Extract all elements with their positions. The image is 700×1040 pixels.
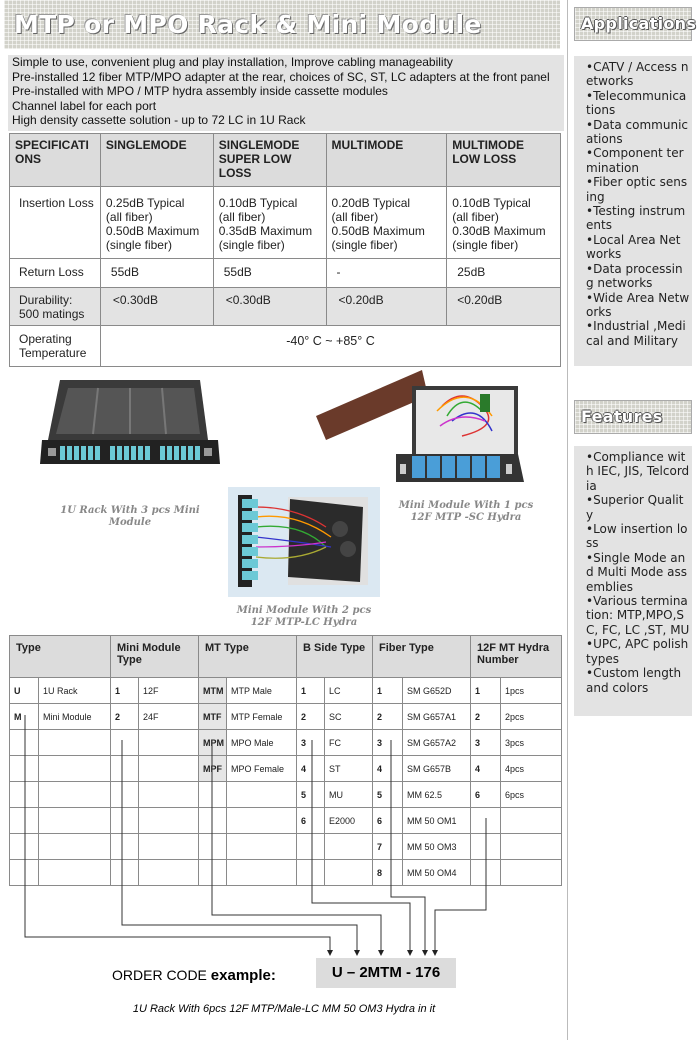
order-code-cell: 6 bbox=[297, 808, 325, 834]
spec-row-label: Operating Temperature bbox=[10, 326, 101, 367]
spec-line: 0.30dB Maximum bbox=[452, 224, 546, 238]
order-code-cell: 2 bbox=[373, 704, 403, 730]
order-desc-cell: 2pcs bbox=[501, 704, 562, 730]
order-desc-cell: 12F bbox=[139, 678, 199, 704]
applications-list bbox=[574, 56, 692, 366]
feature-item: •Custom length and colors bbox=[586, 666, 682, 695]
order-code-cell: 3 bbox=[297, 730, 325, 756]
order-desc-cell: LC bbox=[325, 678, 373, 704]
spec-line: 0.10dB Typical bbox=[452, 196, 531, 210]
spec-row-label: Durability: 500 matings bbox=[10, 288, 101, 326]
spec-row-label: Return Loss bbox=[10, 259, 101, 288]
spec-cell: <0.30dB bbox=[213, 288, 326, 326]
order-desc-cell: MU bbox=[325, 782, 373, 808]
application-item: •Component termination bbox=[586, 146, 684, 175]
sidebar bbox=[568, 0, 700, 1040]
order-code-cell: MPF bbox=[199, 756, 227, 782]
spec-line: (single fiber) bbox=[331, 238, 398, 252]
order-code-cell: M bbox=[10, 704, 39, 730]
application-item: •Telecommunications bbox=[586, 88, 687, 118]
order-code-cell: 2 bbox=[297, 704, 325, 730]
order-desc-cell: 6pcs bbox=[501, 782, 562, 808]
spec-line: (single fiber) bbox=[105, 238, 172, 252]
order-code-cell: 5 bbox=[297, 782, 325, 808]
order-desc-cell: MM 50 OM4 bbox=[403, 860, 471, 886]
caption-rack: 1U Rack With 3 pcs Mini Module bbox=[60, 505, 200, 528]
order-code-cell: 1 bbox=[111, 678, 139, 704]
application-item: •Industrial ,Medical and Military bbox=[586, 319, 686, 348]
order-code-note: 1U Rack With 6pcs 12F MTP/Male-LC MM 50 OM3 Hydra in it bbox=[132, 1003, 436, 1015]
features-list bbox=[574, 446, 692, 716]
application-item: •Testing instruments bbox=[586, 204, 686, 233]
feature-item: •Superior Quality bbox=[586, 493, 684, 522]
order-desc-cell: MTP Male bbox=[227, 678, 297, 704]
spec-line: (single fiber) bbox=[452, 238, 519, 252]
spec-cell: 25dB bbox=[447, 259, 561, 288]
spec-header: SINGLEMODE SUPER LOW LOSS bbox=[213, 134, 326, 187]
order-code-cell: 3 bbox=[471, 730, 501, 756]
order-desc-cell: E2000 bbox=[325, 808, 373, 834]
features-heading bbox=[574, 400, 692, 434]
order-code-label bbox=[112, 967, 276, 984]
order-code-cell: MPM bbox=[199, 730, 227, 756]
order-desc-cell: FC bbox=[325, 730, 373, 756]
feature-item: •Various termination: MTP,MPO,SC, FC, LC ,ST, MU bbox=[586, 594, 690, 637]
spec-line: (all fiber) bbox=[218, 210, 266, 224]
order-desc-cell: 3pcs bbox=[501, 730, 562, 756]
order-desc-cell: 1pcs bbox=[501, 678, 562, 704]
features-title: Features bbox=[581, 407, 663, 426]
order-header: 12F MT Hydra Number bbox=[471, 636, 562, 678]
order-code-label-suffix: example: bbox=[210, 967, 276, 984]
application-item: •Local Area Networks bbox=[586, 232, 681, 262]
order-desc-cell: SC bbox=[325, 704, 373, 730]
order-desc-cell: SM G657B bbox=[403, 756, 471, 782]
applications-heading bbox=[574, 7, 697, 41]
spec-cell: <0.30dB bbox=[100, 288, 213, 326]
order-desc-cell: 24F bbox=[139, 704, 199, 730]
order-code-cell: 2 bbox=[471, 704, 501, 730]
order-header: Type bbox=[10, 636, 111, 678]
order-desc-cell: Mini Module bbox=[39, 704, 111, 730]
feature-item: •UPC, APC polish types bbox=[586, 637, 689, 666]
order-header: MT Type bbox=[199, 636, 297, 678]
order-code-cell: 8 bbox=[373, 860, 403, 886]
order-desc-cell: SM G652D bbox=[403, 678, 471, 704]
order-header: Mini Module Type bbox=[111, 636, 199, 678]
page-title: MTP or MPO Rack & Mini Module bbox=[14, 10, 482, 39]
order-header: B Side Type bbox=[297, 636, 373, 678]
spec-cell: <0.20dB bbox=[326, 288, 447, 326]
intro-line: Pre-installed 12 fiber MTP/MPO adapter at the rear, choices of SC, ST, LC adapters at the front panel bbox=[12, 69, 550, 84]
caption-sc: Mini Module With 1 pcs 12F MTP -SC Hydra bbox=[398, 500, 534, 523]
connector-paths bbox=[25, 715, 486, 950]
applications-title: Applications bbox=[581, 14, 697, 33]
spec-cell: 55dB bbox=[100, 259, 213, 288]
order-code-label-text: ORDER CODE bbox=[112, 967, 207, 983]
order-code-cell: 7 bbox=[373, 834, 403, 860]
spec-line: (all fiber) bbox=[452, 210, 499, 224]
spec-header: SPECIFICATIONS bbox=[10, 134, 101, 187]
intro-line: Channel label for each port bbox=[12, 98, 157, 113]
spec-cell: - bbox=[326, 259, 447, 288]
order-code-cell: 5 bbox=[373, 782, 403, 808]
order-desc-cell: MM 62.5 bbox=[403, 782, 471, 808]
spec-header: SINGLEMODE bbox=[100, 134, 213, 187]
intro-line: Pre-installed with MPO / MTP hydra assembly inside cassette modules bbox=[12, 84, 388, 98]
order-desc-cell: SM G657A1 bbox=[403, 704, 471, 730]
order-desc-cell: MPO Male bbox=[227, 730, 297, 756]
intro-line: High density cassette solution - up to 72 LC in 1U Rack bbox=[12, 113, 306, 127]
order-desc-cell: SM G657A2 bbox=[403, 730, 471, 756]
order-code-cell: 1 bbox=[471, 678, 501, 704]
spec-line: (all fiber) bbox=[331, 210, 379, 224]
order-code-cell: 4 bbox=[297, 756, 325, 782]
spec-header: MULTIMODE bbox=[326, 134, 447, 187]
spec-line: (all fiber) bbox=[105, 210, 153, 224]
order-code-cell: MTF bbox=[199, 704, 227, 730]
order-desc-cell: MTP Female bbox=[227, 704, 297, 730]
spec-cell: -40° C ~ +85° C bbox=[100, 326, 560, 367]
spec-line: 0.50dB Maximum bbox=[105, 224, 200, 238]
spec-row-label: Insertion Loss bbox=[10, 187, 101, 259]
order-code-cell: 2 bbox=[111, 704, 139, 730]
spec-line: (single fiber) bbox=[218, 238, 285, 252]
spec-cell: 55dB bbox=[213, 259, 326, 288]
feature-item: •Low insertion loss bbox=[586, 522, 688, 551]
order-desc-cell: ST bbox=[325, 756, 373, 782]
order-code-example: U – 2MTM - 176 bbox=[316, 958, 456, 988]
order-desc-cell: 1U Rack bbox=[39, 678, 111, 704]
order-code-cell: 3 bbox=[373, 730, 403, 756]
order-desc-cell: MM 50 OM1 bbox=[403, 808, 471, 834]
connector-arrows bbox=[327, 950, 438, 956]
order-code-cell: 6 bbox=[373, 808, 403, 834]
order-code-cell: 6 bbox=[471, 782, 501, 808]
order-code-cell: 1 bbox=[297, 678, 325, 704]
order-desc-cell: MPO Female bbox=[227, 756, 297, 782]
order-desc-cell: 4pcs bbox=[501, 756, 562, 782]
spec-line: 0.35dB Maximum bbox=[218, 224, 313, 238]
spec-line: 0.50dB Maximum bbox=[331, 224, 425, 238]
order-code-cell: 4 bbox=[471, 756, 501, 782]
order-code-cell: U bbox=[10, 678, 39, 704]
application-item: •Wide Area Networks bbox=[586, 290, 690, 319]
application-item: •CATV / Access networks bbox=[586, 60, 689, 89]
feature-item: •Single Mode and Multi Mode assemblies bbox=[586, 550, 687, 594]
feature-item: •Compliance with IEC, JIS, Telcordia bbox=[586, 450, 690, 493]
spec-line: 0.10dB Typical bbox=[218, 196, 298, 210]
application-item: •Data communications bbox=[586, 117, 689, 147]
order-header: Fiber Type bbox=[373, 636, 471, 678]
order-desc-cell: MM 50 OM3 bbox=[403, 834, 471, 860]
caption-lc: Mini Module With 2 pcs 12F MTP-LC Hydra bbox=[236, 605, 372, 628]
application-item: •Data processing networks bbox=[586, 261, 683, 291]
spec-header: MULTIMODE LOW LOSS bbox=[447, 134, 561, 187]
application-item: •Fiber optic sensing bbox=[586, 175, 688, 204]
intro-line: Simple to use, convenient plug and play installation, Improve cabling manageability bbox=[12, 55, 453, 69]
spec-line: 0.25dB Typical bbox=[105, 196, 185, 210]
order-code-cell: MTM bbox=[199, 678, 227, 704]
spec-line: 0.20dB Typical bbox=[331, 196, 411, 210]
order-code-cell: 4 bbox=[373, 756, 403, 782]
order-code-cell: 1 bbox=[373, 678, 403, 704]
spec-cell: <0.20dB bbox=[447, 288, 561, 326]
